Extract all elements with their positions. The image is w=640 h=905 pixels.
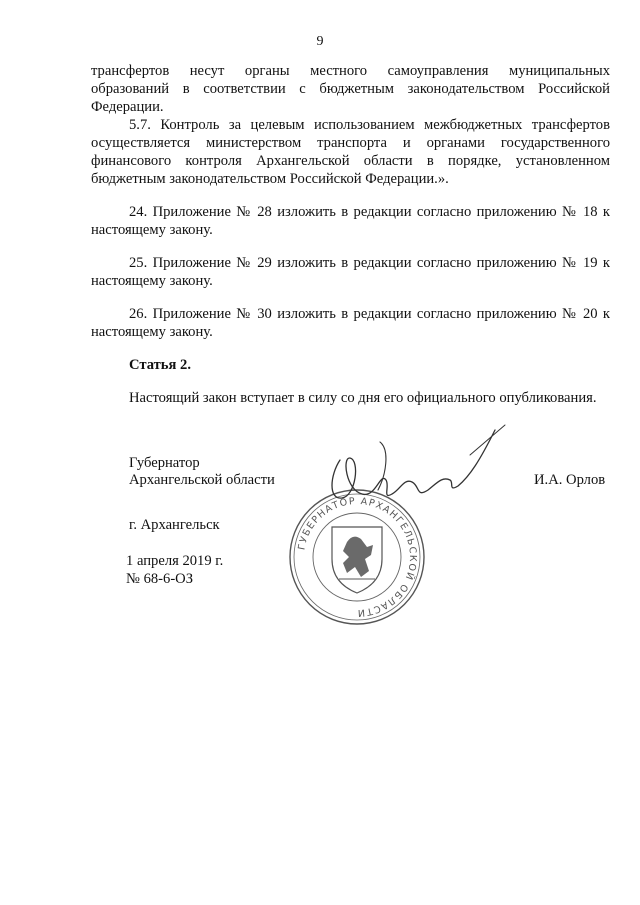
seal-ring-text: ГУБЕРНАТОР АРХАНГЕЛЬСКОЙ ОБЛАСТИ [296,495,419,619]
signatory-name: И.А. Орлов [534,472,606,488]
law-number: № 68-6-ОЗ [126,571,194,587]
paragraph-5-7: 5.7. Контроль за целевым использованием межбюджетных трансфертов осуществляется министерством транспорта и органами государственного финансового контроля Архангельской области в порядке, установленном бюджетным законодательством Российской Федерации.». [91,117,610,187]
paragraph-continuation-first-line: трансфертов несут органы местного самоуправления муниципальных [91,63,610,79]
article-heading: Статья 2. [129,357,191,373]
signatory-title-line1: Губернатор [129,455,200,471]
paragraph-continuation: образований в соответствии с бюджетным законодательством Российской Федерации. [91,81,610,115]
item-26: 26. Приложение № 30 изложить в редакции согласно приложению № 20 к настоящему закону. [91,306,610,340]
item-24: 24. Приложение № 28 изложить в редакции согласно приложению № 18 к настоящему закону. [91,204,610,238]
article-text: Настоящий закон вступает в силу со дня его официального опубликования. [129,390,597,406]
signatory-title-line2: Архангельской области [129,472,275,488]
page-number: 9 [316,34,324,49]
city: г. Архангельск [129,517,220,533]
date: 1 апреля 2019 г. [126,553,224,569]
handwritten-signature-icon [320,420,510,520]
item-25: 25. Приложение № 29 изложить в редакции согласно приложению № 19 к настоящему закону. [91,255,610,289]
